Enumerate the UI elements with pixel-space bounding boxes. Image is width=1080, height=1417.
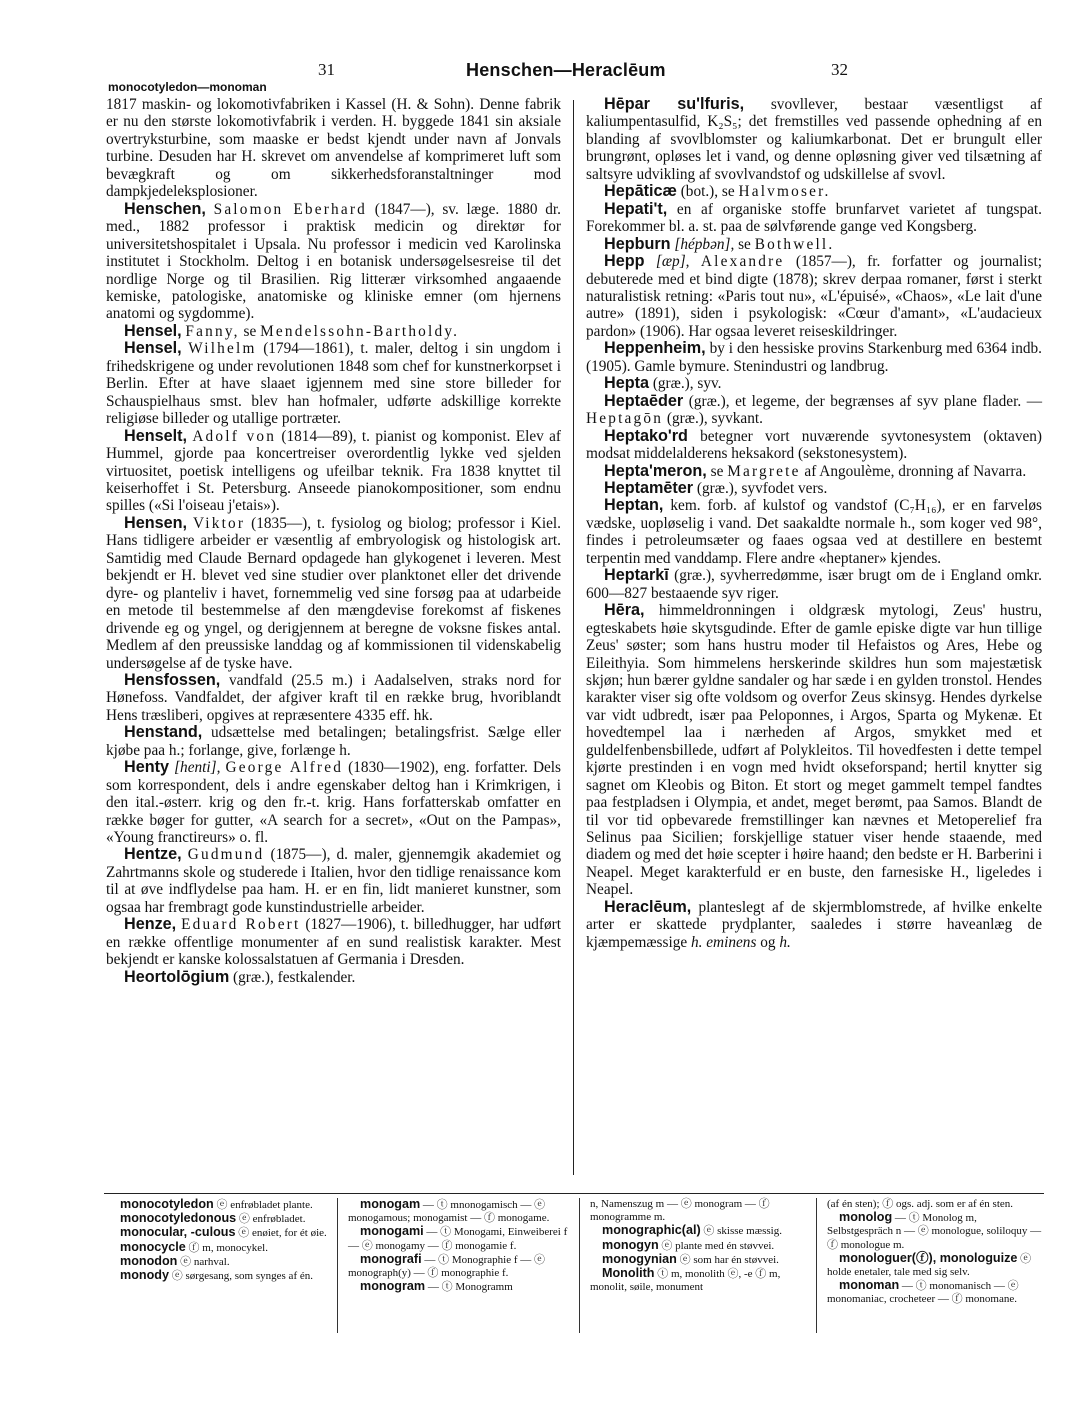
dictionary-entry (827, 1279, 1045, 1306)
dictionary-entry (348, 1253, 568, 1280)
dictionary-word: monocular, -culous (120, 1225, 236, 1240)
entry-italic: h. (779, 933, 791, 951)
entry-name: Wilhelm (188, 340, 257, 358)
entry-headword: Heortolōgium (124, 967, 230, 986)
entry-name: Eduard Robert (181, 916, 301, 934)
entry-text: 1817 maskin- og lokomotivfabriken i Kassel (H. & Sohn). Denne fabrik er nu den største lokomotivfabrik i verden. H. byggede 1841 sin aksiale overtryksturbine, som maaske er bedst kjendt under navn af Jonvals turbine. Desuden har H. skrevet om anvendelse af komprimeret luft som bevægkraft og om sikkerhedsforanstaltninger mod dampkjedeleksplosioner. (106, 96, 561, 201)
dictionary-translation: — ⓣ Monogramm (427, 1281, 513, 1294)
dictionary-entry (348, 1280, 568, 1294)
dictionary-translation: ⓔ enfrøbladet. (238, 1213, 306, 1226)
entry-name: Alexandre (700, 253, 785, 271)
dictionary-word: monogami (360, 1224, 424, 1239)
encyclopedia-entry (586, 375, 1042, 392)
page-number-left: 31 (318, 60, 335, 79)
dictionary-word: monocotyledon (120, 1197, 214, 1211)
entry-text: vandfald (25.5 m.) i Aadalselven, straks nord for Hønefoss. Vandfaldet, der afgiver kraft til en række brug, hvoriblandt Hens træsliberi, opgives at repræsentere 4335 eff. hk. (106, 671, 561, 724)
entry-text: (1830—1902), eng. forfatter. Dels som korrespondent, dels i andre egenskaber deltog han i Krimkrigen, i den ital.-østerr. krig og den fr.-t. krig. Hans forfatterskab omfatter en række bøger for gutter, «A search for a secret», «Out on the Pampas», «Young franctireurs» o. fl. (106, 759, 562, 847)
entry-text: kem. forb. af kulstof og vandstof (C₇H₁₆), er en farveløs vædske, uopløselig i vand. Det saakaldte normale h., som koger ved 98°, findes i petroleumsæter og faaes ogsaa ved at destillere en bestemt terpentin med vanddamp. Flere andre «heptaner» kjendes. (586, 497, 1042, 567)
dictionary-word: monoman (839, 1278, 900, 1293)
encyclopedia-entry (106, 916, 561, 968)
dictionary-translation: ⓕ m, monocykel. (188, 1241, 268, 1254)
page-number-right: 32 (831, 60, 848, 79)
dictionary-column-1 (108, 1198, 330, 1283)
entry-text: (græ.), syvkant. (666, 410, 763, 428)
entry-headword: Hepta'meron, (604, 461, 707, 480)
dictionary-translation: ⓔ enfrøbladet plante. (216, 1199, 313, 1211)
encyclopedia-entry (106, 96, 561, 201)
dictionary-translation: (af én sten); ⓕ ogs. adj. som er af én sten. (827, 1198, 1014, 1210)
dictionary-word: monogynian (602, 1251, 677, 1266)
dictionary-entry (590, 1239, 806, 1253)
entry-text: (græ.), et legeme, der begrænses af syv plane flader. — (688, 392, 1042, 410)
dictionary-translation: — ⓣ monomanisch — ⓔ monomaniac, crocheteer — ⓕ monomane. (827, 1280, 1019, 1306)
entry-text: (1827—1906), t. billedhugger, har udført en række offentlige monumenter af en sund realistisk karakter. Mest bekjendt er kanske kolossalstatuen af Germania i Dresden. (106, 916, 562, 969)
entry-text: by i den hessiske provins Starkenburg med 6364 indb. (1905). Gamle bymure. Stenindustri og landbrug. (586, 340, 1042, 375)
encyclopedia-entry (106, 846, 561, 916)
encyclopedia-entry (106, 515, 561, 672)
entry-reference: Margrete (727, 462, 801, 480)
dictionary-translation: ⓣ m, monolith ⓔ, -e ⓕ m, monolit, søile, monument (590, 1268, 781, 1294)
dictionary-translation: — ⓣ Monogami, Einweiberei f — ⓔ monogamy — ⓕ monogamie f. (348, 1226, 568, 1252)
entry-text: (1857—), fr. forfatter og journalist; debuterede med et bind digte (1878); skrev derpaa romaner, først i sterkt naturalistisk retning: «Paris tout nu», «L'épuisé», «Chaos», «Le lait d'une autre» (1891), siden i psykologisk: «Cœur d'amant», «L'audacieux pardon» (1906). Har ogsaa leveret reiseskildringer. (586, 253, 1043, 340)
entry-headword: Hepta (604, 374, 649, 393)
entry-headword: Henty (124, 758, 169, 777)
dictionary-separator (816, 1198, 817, 1333)
entry-text: udsættelse med betalingen; betalingsfrist. Sælge eller kjøbe paa h.; forlange, give, forlænge h. (106, 724, 562, 759)
dictionary-guide-words: monocotyledon—monoman (108, 80, 267, 94)
entry-text: (græ.), syvfodet vers. (696, 479, 828, 497)
right-column (586, 96, 1042, 951)
dictionary-column-4 (827, 1198, 1045, 1307)
entry-headword: Henze, (124, 915, 177, 934)
dictionary-translation: n, Namenszug m — ⓔ monogram — ⓕ monogramme m. (590, 1198, 770, 1224)
entry-headword: Henschen, (124, 199, 206, 218)
encyclopedia-entry (106, 201, 561, 323)
entry-name: Adolf von (192, 427, 277, 445)
dictionary-entry (348, 1225, 568, 1252)
entry-headword: Heptarkī (604, 566, 669, 585)
entry-italic: h. eminens (690, 933, 757, 951)
running-title: Henschen—Heraclēum (466, 60, 666, 80)
dictionary-translation: ⓔ enøiet, for ét øie. (238, 1227, 327, 1240)
entry-headword: Hentze, (124, 845, 182, 864)
entry-text: (græ.), syv. (652, 375, 722, 393)
dictionary-translation: ⓔ plante med én støvvei. (661, 1239, 775, 1252)
entry-name: Salomon Eberhard (213, 200, 367, 218)
dictionary-translation: — ⓣ Monographie f — ⓔ monograph(y) — ⓕ monographie f. (348, 1253, 546, 1280)
entry-headword: Hēpar su'lfuris, (604, 95, 745, 113)
entry-reference: Heptagōn (586, 410, 664, 428)
dictionary-word: Monolith (602, 1266, 655, 1281)
entry-text: (græ.), syvherredømme, især brugt om de i England omkr. 600—827 bestaaende syv riger. (586, 567, 1042, 602)
encyclopedia-entry (586, 236, 1042, 253)
entry-text: (1847—), sv. læge. 1880 dr. med., 1882 professor i praktisk medicin og direktør for universitetshospitalet i Upsala. Nu professor i medicin ved Karolinska institutet i Stockholm. Deltog i en botanisk undersøgelsesreise til det nordlige Norge og til Brasilien. Rig litterær virksomhed angaaende kemiske, patologiske, anatomiske og kliniske emner (om hjernens anatomi og sygdomme). (106, 200, 561, 323)
encyclopedia-entry (586, 201, 1042, 236)
entry-headword: Heppenheim, (604, 339, 706, 358)
encyclopedia-entry (586, 480, 1042, 497)
dictionary-entry (108, 1269, 330, 1283)
dictionary-entry (590, 1224, 806, 1238)
dictionary-translation: ⓔ holde enetaler, tale med sig selv. (827, 1252, 1032, 1279)
entry-text: betegner vort nuværende syvtonesystem (oktaven) modsat middelalderens heksakord (sekstonesystem). (586, 427, 1042, 463)
entry-headword: Hensel, (124, 339, 182, 358)
entry-headword: Heptako'rd (604, 426, 688, 445)
entry-name: Viktor (192, 514, 246, 532)
dictionary-translation: — ⓣ Monolog m, Selbstgespräch n — ⓔ monologue, soliloquy — ⓕ monologue m. (827, 1212, 1042, 1251)
entry-headword: Hensfossen, (124, 670, 221, 689)
dictionary-word: monogyn (602, 1237, 659, 1252)
entry-text: en af organiske stoffe brunfarvet varietet af tungspat. Forekommer bl. a. st. paa de sølvførende gange ved Kongsberg. (586, 200, 1042, 236)
encyclopedia-entry (106, 969, 561, 986)
dictionary-entry (590, 1198, 806, 1224)
dictionary-word: monocycle (120, 1239, 186, 1254)
dictionary-separator (337, 1198, 338, 1333)
dictionary-entry (108, 1198, 330, 1212)
dictionary-entry (108, 1255, 330, 1269)
encyclopedia-entry (586, 497, 1042, 567)
entry-text: se (738, 235, 751, 253)
dictionary-translation: ⓔ som har én støvvei. (679, 1253, 779, 1266)
dictionary-entry (827, 1252, 1045, 1279)
encyclopedia-entry (106, 724, 561, 759)
entry-headword: Hepati't, (604, 199, 668, 218)
entry-text: himmeldronningen i oldgræsk mytologi, Zeus' hustru, egteskabets høie skytsgudinde. Efter de gamle episke digte var hun tillige Zeus' søster; som hans hustru moder til Hefaistos og Ares, Hebe og Eileithyia. Som himmelens herskerinde skildres hun som majestætisk skjøn; hun bærer gyldne sandaler og har sæde i en gylden tronstol. Hendes karakter viser sig ofte voldsom og overfor Zeus skinsyg. Hendes dyrkelse var vidt udbredt, især paa Peloponnes, i Argos, Sparta og Mykenæ. Et hovedtempel laa i nærheden af Argos, smykket med et guldelfenbensbillede, udført af Polykleitos. Til hovedfesten i dette tempel kjørte prestinden i en vogn med hvidt okseforspand; hertil knytter sig sagnet om Kleobis og Biton. Et stort og meget gammelt tempel fandtes paa festpladsen i Olympia, et andet, meget berømt, paa Samos. Blandt de til vor tid opbevarede fremstillinger kan nævnes et Metoperelief fra Selinus paa Sicilien; forskjellige statuer viser hende staaende, med diadem og med det høie scepter i høire haand; den bedste er H. Barberini i Neapel. Meget karakterfuld er en buste, den farnesiske H., ligeledes i Neapel. (586, 602, 1043, 899)
entry-headword: Heptamēter (604, 478, 694, 497)
entry-pronunciation: [hépbən], (674, 235, 735, 253)
entry-name: Gudmund (187, 846, 265, 864)
encyclopedia-entry (106, 759, 561, 846)
entry-name: George Alfred (225, 759, 344, 777)
entry-text: af Angoulème, dronning af Navarra. (804, 462, 1027, 480)
dictionary-column-2 (348, 1198, 568, 1294)
encyclopedia-entry (586, 602, 1042, 899)
entry-text: (1875—), d. maler, gjennemgik akademiet og Zahrtmanns skole og studerede i Italien, hvor den tidlige renaissance kom til at øve indflydelse paa ham. H. er en fin, lidt manieret kunstner, som ogsaa har frembragt gode kunstindustrielle arbeider. (106, 846, 562, 916)
entry-text: og (760, 933, 776, 951)
entry-text: (1835—), t. fysiolog og biolog; professor i Kiel. Hans tidligere arbeider er væsentlig af embryologisk og histologisk art. Samtidig med Claude Bernard opdagede han glykogenet i leveren. Mest bekjendt er H. blevet ved sine studier over planktonet eller det drivende dyre- og planteliv i havet, fornemmelig ved sine forsøg paa at udarbeide en metode til bestemmelse af den mængdevise forekomst af fiskenes drivende eg og yngel, og derigjennem at beregne de voksne fiskes antal. Medlem af den preussiske landdag og af kommissionen til videnskabelig undersøgelse af de tyske have. (106, 514, 561, 672)
entry-text: (1814—89), t. pianist og komponist. Elev af Hummel, gjorde paa koncertreiser overordentlig lykke ved sjelden virtuositet, poetisk intelligens og ufeilbar teknik. Fra 1838 knyttet til keiserhoffet i St. Petersburg. Anseede pianokompositioner, som endnu spilles («Si l'oiseau j'etais»). (106, 427, 562, 515)
entry-text: (græ.), festkalender. (233, 968, 356, 986)
entry-headword: Hensel, (124, 321, 182, 340)
column-divider (573, 100, 574, 1175)
entry-headword: Henstand, (124, 723, 203, 742)
entry-pronunciation: [æp], (655, 253, 690, 271)
encyclopedia-entry (586, 567, 1042, 602)
left-column (106, 96, 561, 986)
entry-text: se (710, 462, 724, 480)
dictionary-translation: ⓔ sørgesang, som synges af én. (171, 1270, 313, 1283)
dictionary-entry (108, 1241, 330, 1255)
entry-text: (bot.), se (680, 183, 735, 201)
dictionary-translation: ⓔ narhval. (180, 1255, 230, 1268)
entry-text: planteslegt af de skjermblomstrede, af hvilke enkelte arter er skattede prydplanter, saaledes i større haveanlæg de kjæmpemæssige (586, 898, 1042, 951)
dictionary-word: monografi (360, 1251, 422, 1266)
dictionary-translation: ⓔ skisse mæssig. (703, 1225, 782, 1238)
entry-headword: Hepburn (604, 234, 671, 253)
encyclopedia-entry (106, 323, 561, 340)
entry-headword: Heptan, (604, 496, 664, 515)
entry-headword: Heptaēder (604, 391, 684, 410)
footer-divider (104, 1193, 1044, 1194)
dictionary-word: monocotyledonous (120, 1211, 237, 1226)
dictionary-entry (108, 1226, 330, 1240)
encyclopedia-entry (106, 428, 561, 515)
entry-headword: Heraclēum, (604, 897, 692, 916)
dictionary-translation: — ⓣ mnonogamisch — ⓔ monogamous; monogamist — ⓕ monogame. (348, 1199, 550, 1225)
encyclopedia-entry (106, 340, 561, 427)
entry-reference: Mendelssohn-Bartholdy. (260, 322, 460, 340)
encyclopedia-entry (106, 672, 561, 724)
encyclopedia-entry (586, 899, 1042, 951)
dictionary-separator (579, 1198, 580, 1333)
entry-reference: Halvmoser. (738, 183, 831, 201)
encyclopedia-entry (586, 428, 1042, 463)
entry-pronunciation: [henti], (174, 759, 221, 777)
dictionary-word: monogram (360, 1279, 426, 1294)
encyclopedia-entry (586, 183, 1042, 200)
encyclopedia-entry (586, 463, 1042, 480)
dictionary-column-3 (590, 1198, 806, 1294)
dictionary-entry (348, 1198, 568, 1225)
encyclopedia-entry (586, 340, 1042, 375)
entry-text: svovllever, bestaar væsentligst af kaliumpentasulfid, K₂S₅; det fremstilles ved passende ophedning af en blanding af svovlblomster og kaliumkarbonat. Det er brungult eller brungrønt, opløses let i vand, og denne opløsning giver ved tilsætning af saltsyre udvikling af svovlvandstof og udskillelse af svovl. (586, 96, 1042, 183)
entry-headword: Hepp (604, 252, 645, 271)
dictionary-word: monologuer(ⓕ), monologuize (839, 1250, 1018, 1265)
dictionary-entry (590, 1253, 806, 1267)
dictionary-word: monolog (839, 1210, 893, 1225)
entry-headword: Hensen, (124, 513, 187, 532)
dictionary-word: monodon (120, 1253, 178, 1268)
entry-headword: Hēra, (604, 601, 645, 620)
entry-headword: Hepāticæ (604, 182, 677, 201)
entry-reference: Bothwell. (754, 235, 835, 253)
dictionary-word: monographic(al) (602, 1223, 701, 1238)
encyclopedia-entry (586, 393, 1042, 428)
dictionary-entry (108, 1212, 330, 1226)
dictionary-word: monogam (360, 1197, 421, 1211)
entry-text: (1794—1861), t. maler, deltog i sin ungdom i frihedskrigene og under revolutionen 1848 som chef for kunstnerkorpset i Berlin. Efter at have slaaet igjennem med sine store billeder for Schauspielhaus smst. blev han hofmaler, udførte adskillige korrekte religiøse billeder og utallige portræter. (106, 340, 561, 428)
entry-name: Fanny, (185, 322, 240, 340)
dictionary-entry (590, 1267, 806, 1294)
dictionary-entry (827, 1211, 1045, 1252)
encyclopedia-entry (586, 253, 1042, 340)
encyclopedia-entry (586, 96, 1042, 183)
entry-headword: Henselt, (124, 426, 187, 445)
entry-text: se (243, 322, 257, 340)
dictionary-word: monody (120, 1268, 169, 1283)
